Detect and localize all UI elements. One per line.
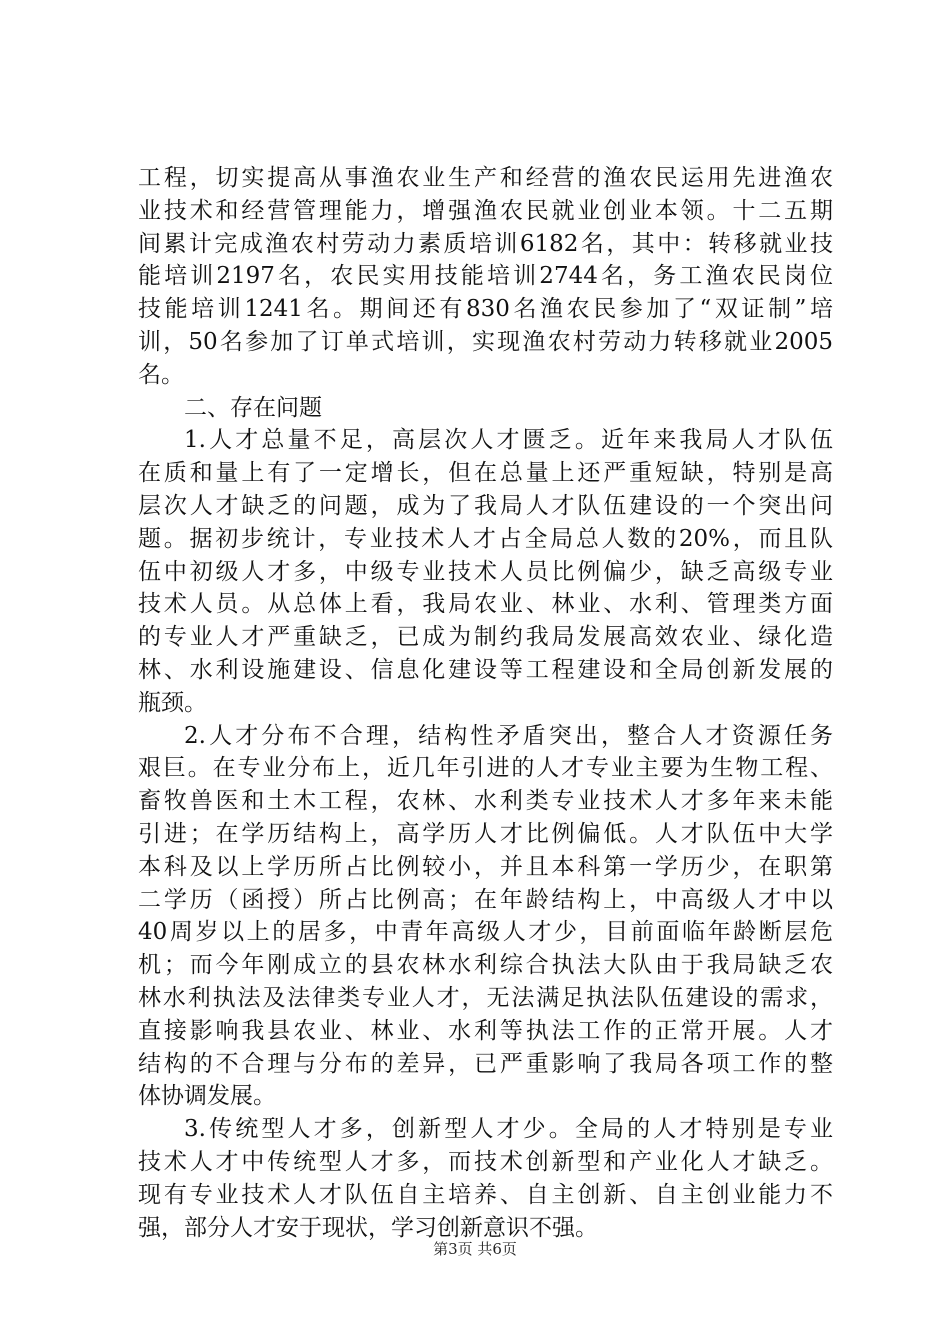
text-line: 题。据初步统计，专业技术人才占全局总人数的20%，而且队: [138, 525, 833, 552]
document-body: [138, 162, 833, 1244]
text-line: 二学历（函授）所占比例高；在年龄结构上，中高级人才中以: [138, 886, 833, 913]
text-line: 业技术和经营管理能力，增强渔农民就业创业本领。十二五期: [138, 197, 833, 224]
text-line: 体协调发展。: [138, 1083, 276, 1110]
page-footer: 第3页 共6页: [433, 1240, 517, 1258]
text-line: 的专业人才严重缺乏，已成为制约我局发展高效农业、绿化造: [138, 624, 833, 651]
text-line: 畜牧兽医和土木工程，农林、水利类专业技术人才多年来未能: [138, 788, 833, 815]
text-line: 名。: [138, 361, 184, 388]
text-line: 艰巨。在专业分布上，近几年引进的人才专业主要为生物工程、: [138, 755, 833, 782]
text-line: 伍中初级人才多，中级专业技术人员比例偏少，缺乏高级专业: [138, 558, 833, 585]
text-line: 林、水利设施建设、信息化建设等工程建设和全局创新发展的: [138, 656, 833, 683]
text-line: 层次人才缺乏的问题，成为了我局人才队伍建设的一个突出问: [138, 492, 833, 519]
text-line: 直接影响我县农业、林业、水利等执法工作的正常开展。人才: [138, 1017, 833, 1044]
text-line: 技术人才中传统型人才多，而技术创新型和产业化人才缺乏。: [138, 1148, 833, 1175]
text-line: 技术人员。从总体上看，我局农业、林业、水利、管理类方面: [138, 591, 833, 618]
text-line: 间累计完成渔农村劳动力素质培训6182名，其中：转移就业技: [138, 230, 833, 257]
text-line: 2.人才分布不合理，结构性矛盾突出，整合人才资源任务: [184, 722, 833, 749]
text-line: 40周岁以上的居多，中青年高级人才少，目前面临年龄断层危: [138, 919, 833, 946]
text-line: 机；而今年刚成立的县农林水利综合执法大队由于我局缺乏农: [138, 952, 833, 979]
text-line: 结构的不合理与分布的差异，已严重影响了我局各项工作的整: [138, 1050, 833, 1077]
text-line: 二、存在问题: [184, 394, 322, 421]
text-line: 瓶颈。: [138, 689, 207, 716]
text-line: 林水利执法及法律类专业人才，无法满足执法队伍建设的需求，: [138, 984, 833, 1011]
text-line: 本科及以上学历所占比例较小，并且本科第一学历少，在职第: [138, 853, 833, 880]
text-line: 现有专业技术人才队伍自主培养、自主创新、自主创业能力不: [138, 1181, 833, 1208]
text-line: 引进；在学历结构上，高学历人才比例偏低。人才队伍中大学: [138, 820, 833, 847]
text-line: 能培训2197名，农民实用技能培训2744名，务工渔农民岗位: [138, 263, 833, 290]
text-line: 在质和量上有了一定增长，但在总量上还严重短缺，特别是高: [138, 460, 833, 487]
text-line: 技能培训1241名。期间还有830名渔农民参加了“双证制”培: [138, 296, 833, 323]
text-line: 强，部分人才安于现状，学习创新意识不强。: [138, 1214, 598, 1241]
text-line: 3.传统型人才多，创新型人才少。全局的人才特别是专业: [184, 1116, 833, 1143]
text-line: 1.人才总量不足，高层次人才匮乏。近年来我局人才队伍: [184, 427, 833, 454]
text-line: 训，50名参加了订单式培训，实现渔农村劳动力转移就业2005: [138, 328, 833, 355]
text-line: 工程，切实提高从事渔农业生产和经营的渔农民运用先进渔农: [138, 165, 833, 191]
